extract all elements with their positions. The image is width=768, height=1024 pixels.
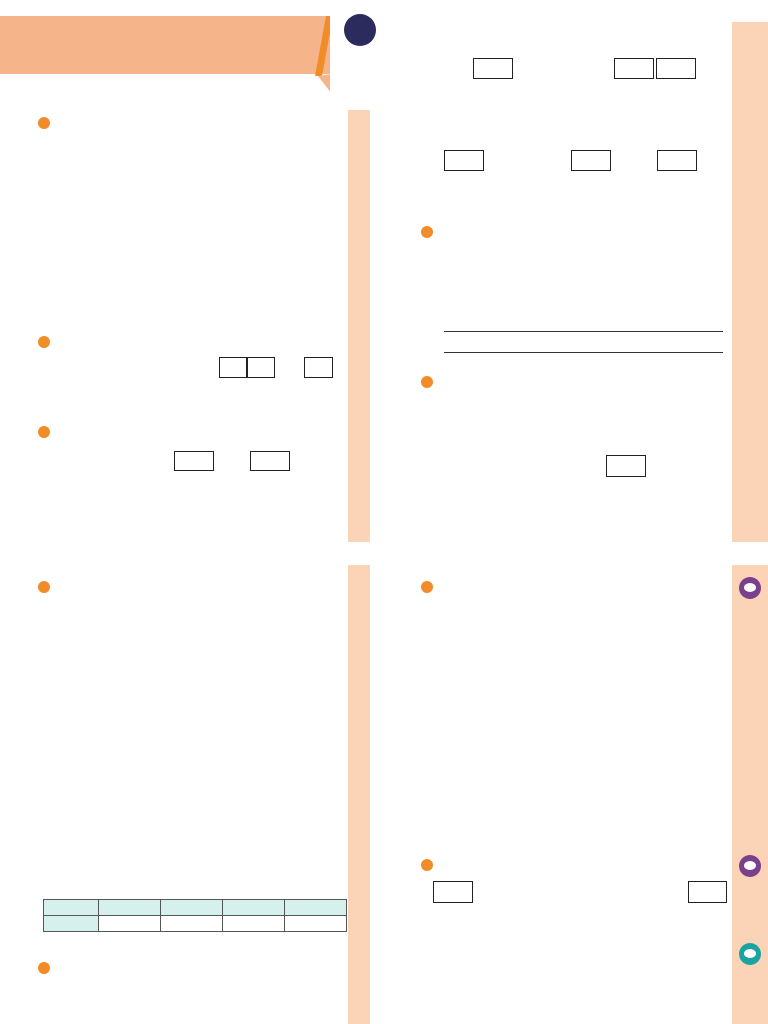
table-row (44, 916, 347, 932)
question-number-7 (38, 962, 50, 974)
header-banner (0, 16, 330, 74)
answer-box[interactable] (304, 357, 333, 378)
right-rail-top-2 (732, 22, 768, 542)
question-number-6 (38, 581, 50, 593)
answer-box[interactable] (473, 58, 513, 79)
answer-box[interactable] (219, 357, 247, 378)
answer-box[interactable] (247, 357, 275, 378)
discussion-icon (739, 943, 761, 965)
question-number-9 (421, 859, 433, 871)
bar-chart-svg (120, 605, 284, 870)
answer-box[interactable] (433, 881, 473, 903)
question-number-5 (421, 376, 433, 388)
table-header-month (44, 900, 99, 916)
table-header-mar (223, 900, 285, 916)
rainfall-table (43, 899, 347, 932)
table-header-feb (161, 900, 223, 916)
question-number-1 (38, 117, 50, 129)
reasoning-icon (739, 855, 761, 877)
question-number-3 (38, 426, 50, 438)
right-rail-bottom (348, 565, 370, 1024)
bar-chart (120, 605, 284, 870)
table-cell-feb[interactable] (161, 916, 223, 932)
question-number-4 (421, 226, 433, 238)
answer-box[interactable] (250, 451, 290, 471)
answer-box[interactable] (614, 58, 654, 79)
table-header-jan (99, 900, 161, 916)
answer-box[interactable] (656, 58, 696, 79)
answer-box[interactable] (174, 451, 214, 471)
table-header-row (44, 900, 347, 916)
answer-box[interactable] (688, 881, 727, 903)
table-cell-jan[interactable] (99, 916, 161, 932)
reasoning-icon (739, 577, 761, 599)
answer-box[interactable] (444, 150, 484, 171)
answer-box[interactable] (606, 455, 646, 477)
answer-box[interactable] (657, 150, 697, 171)
right-rail-top (348, 110, 370, 542)
answer-box[interactable] (571, 150, 611, 171)
question-number-8 (421, 581, 433, 593)
table-row-label (44, 916, 99, 932)
table-header-apr (285, 900, 347, 916)
logo (344, 14, 376, 46)
answer-line[interactable] (444, 352, 723, 353)
table-cell-mar[interactable] (223, 916, 285, 932)
table-cell-apr[interactable] (285, 916, 347, 932)
question-number-2 (38, 336, 50, 348)
answer-line[interactable] (444, 331, 723, 332)
